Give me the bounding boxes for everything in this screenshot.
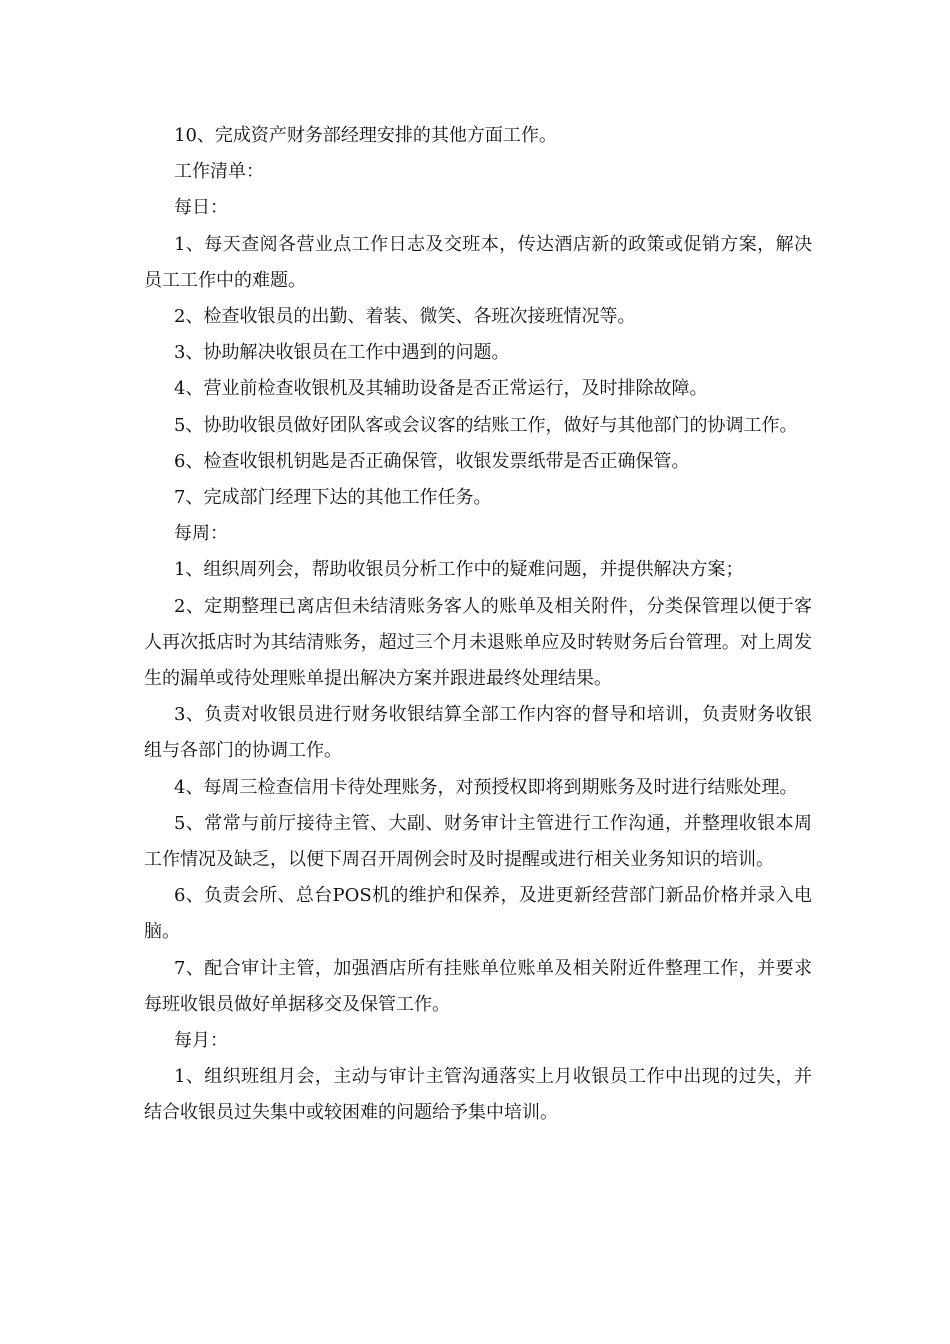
- weekly-item-6: 6、负责会所、总台POS机的维护和保养，及进更新经营部门新品价格并录入电脑。: [144, 885, 812, 943]
- document-body: [144, 118, 812, 1132]
- daily-item-1: 1、每天查阅各营业点工作日志及交班本，传达酒店新的政策或促销方案，解决员工工作中的难题。: [144, 233, 812, 291]
- weekly-item-7: 7、配合审计主管，加强酒店所有挂账单位账单及相关附近件整理工作，并要求每班收银员做好单据移交及保管工作。: [144, 957, 812, 1015]
- daily-item-4: 4、营业前检查收银机及其辅助设备是否正常运行，及时排除故障。: [174, 378, 708, 400]
- heading-monthly: 每月：: [174, 1030, 228, 1052]
- weekly-item-3: 3、负责对收银员进行财务收银结算全部工作内容的督导和培训，负责财务收银组与各部门的协调工作。: [144, 704, 812, 762]
- heading-work-list: 工作清单：: [174, 161, 264, 183]
- heading-weekly: 每周：: [174, 523, 228, 545]
- weekly-item-5: 5、常常与前厅接待主管、大副、财务审计主管进行工作沟通，并整理收银本周工作情况及缺乏，以便下周召开周例会时及时提醒或进行相关业务知识的培训。: [144, 812, 812, 871]
- weekly-item-2: 2、定期整理已离店但未结清账务客人的账单及相关附件，分类保管理以便于客人再次抵店时为其结清账务，超过三个月未退账单应及时转财务后台管理。对上周发生的漏单或待处理账单提出解决方案并跟进最终处理结果。: [144, 595, 812, 690]
- weekly-item-1: 1、组织周列会，帮助收银员分析工作中的疑难问题，并提供解决方案；: [174, 559, 744, 581]
- monthly-item-1: 1、组织班组月会，主动与审计主管沟通落实上月收银员工作中出现的过失，并结合收银员过失集中或较困难的问题给予集中培训。: [144, 1066, 812, 1124]
- daily-item-2: 2、检查收银员的出勤、着装、微笑、各班次接班情况等。: [174, 306, 636, 328]
- daily-item-7: 7、完成部门经理下达的其他工作任务。: [174, 487, 492, 509]
- daily-item-5: 5、协助收银员做好团队客或会议客的结账工作，做好与其他部门的协调工作。: [174, 414, 798, 436]
- paragraph-finance-other-tasks: 10、完成资产财务部经理安排的其他方面工作。: [174, 125, 557, 146]
- weekly-item-4: 4、每周三检查信用卡待处理账务，对预授权即将到期账务及时进行结账处理。: [174, 776, 798, 798]
- daily-item-3: 3、协助解决收银员在工作中遇到的问题。: [174, 342, 510, 364]
- heading-daily: 每日：: [174, 197, 228, 219]
- daily-item-6: 6、检查收银机钥匙是否正确保管，收银发票纸带是否正确保管。: [174, 450, 690, 472]
